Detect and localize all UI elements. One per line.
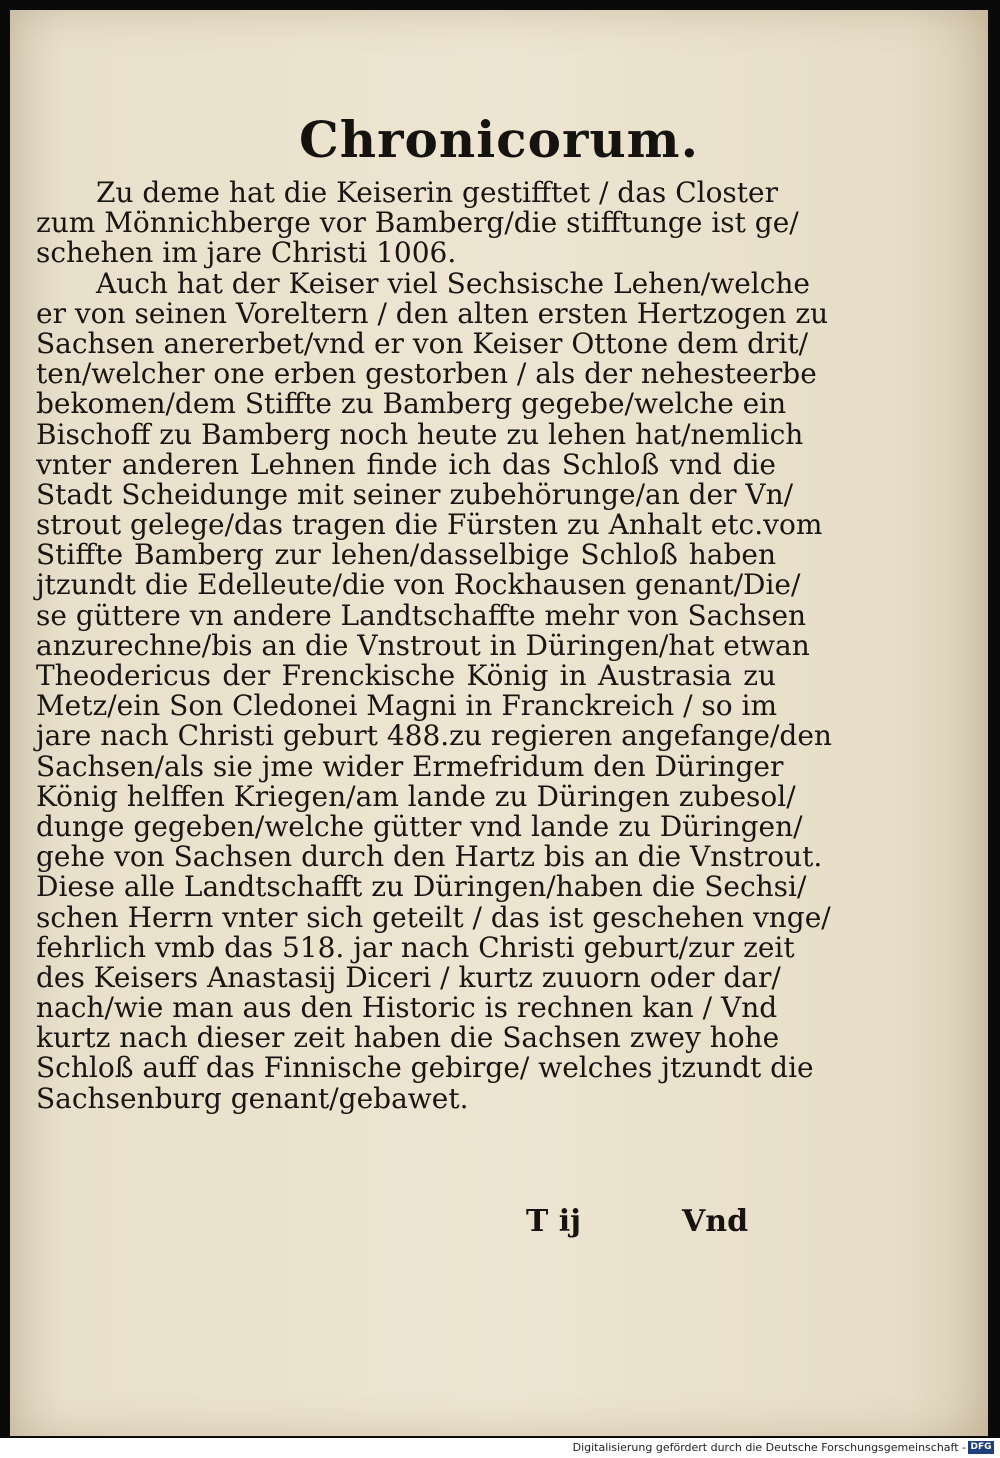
text-line: Sachsen anererbet/vnd er von Keiser Ottone dem drit/ [36,326,809,360]
text-line: vnter anderen Lehnen finde ich das Schloß vnd die [36,447,776,481]
text-line: Auch hat der Keiser viel Sechsische Lehen/welche [96,266,810,300]
text-line: Sachsenburg genant/gebawet. [36,1081,469,1115]
text-line: bekomen/dem Stiffte zu Bamberg gegebe/welche ein [36,387,787,421]
text-line: dunge gegeben/welche gütter vnd lande zu Düringen/ [36,809,803,843]
running-head: Chronicorum. [299,110,699,169]
text-line: Theodericus der Frenckische König in Austrasia zu [36,659,776,692]
text-line: Stiffte Bamberg zur lehen/dasselbige Schloß haben [36,538,776,572]
text-line: strout gelege/das tragen die Fürsten zu Anhalt etc.vom [36,508,823,542]
text-line: Diese alle Landtschafft zu Düringen/haben die Sechsi/ [36,870,807,904]
text-line: se güttere vn andere Landtschaffte mehr von Sachsen [36,598,807,632]
text-line: anzurechne/bis an die Vnstrout in Düringen/hat etwan [36,628,810,662]
signature-mark: T ij [526,1204,582,1239]
catchword: Vnd [682,1204,749,1239]
text-line: Sachsen/als sie jme wider Ermefridum den Düringer [36,749,784,783]
footer-bar [0,1438,1000,1458]
text-line: schen Herrn vnter sich geteilt / das ist geschehen vnge/ [36,900,831,934]
text-line: nach/wie man aus den Historic is rechnen kan / Vnd [36,991,778,1025]
text-line: des Keisers Anastasij Diceri / kurtz zuuorn oder dar/ [36,960,781,994]
book-page [10,10,988,1436]
text-line: Metz/ein Son Cledonei Magni in Franckreich / so im [36,689,778,723]
text-line: zum Mönnichberge vor Bamberg/die stifftunge ist ge/ [36,206,799,240]
text-line: gehe von Sachsen durch den Hartz bis an die Vnstrout. [36,840,823,874]
dfg-logo-icon: DFG [968,1441,994,1454]
text-line: er von seinen Voreltern / den alten ersten Hertzogen zu [36,296,829,330]
text-line: kurtz nach dieser zeit haben die Sachsen zwey hohe [36,1021,780,1055]
text-line: jtzundt die Edelleute/die von Rockhausen genant/Die/ [36,568,801,602]
text-line: König helffen Kriegen/am lande zu Düringen zubesol/ [36,779,796,813]
text-line: ten/welcher one erben gestorben / als der nehesteerbe [36,357,817,391]
text-line: Bischoff zu Bamberg noch heute zu lehen hat/nemlich [36,417,804,451]
body-text [36,176,832,1115]
text-line: Stadt Scheidunge mit seiner zubehörunge/an der Vn/ [36,477,794,511]
text-line: fehrlich vmb das 518. jar nach Christi geburt/zur zeit [36,930,795,964]
text-line: jare nach Christi geburt 488.zu regieren angefange/den [36,719,832,753]
text-line: Zu deme hat die Keiserin gestifftet / das Closter [96,176,779,209]
text-line: Schloß auff das Finnische gebirge/ welches jtzundt die [36,1051,814,1085]
text-line: schehen im jare Christi 1006. [36,236,457,270]
footer-credit: Digitalisierung gefördert durch die Deutsche Forschungsgemeinschaft - [572,1441,966,1454]
